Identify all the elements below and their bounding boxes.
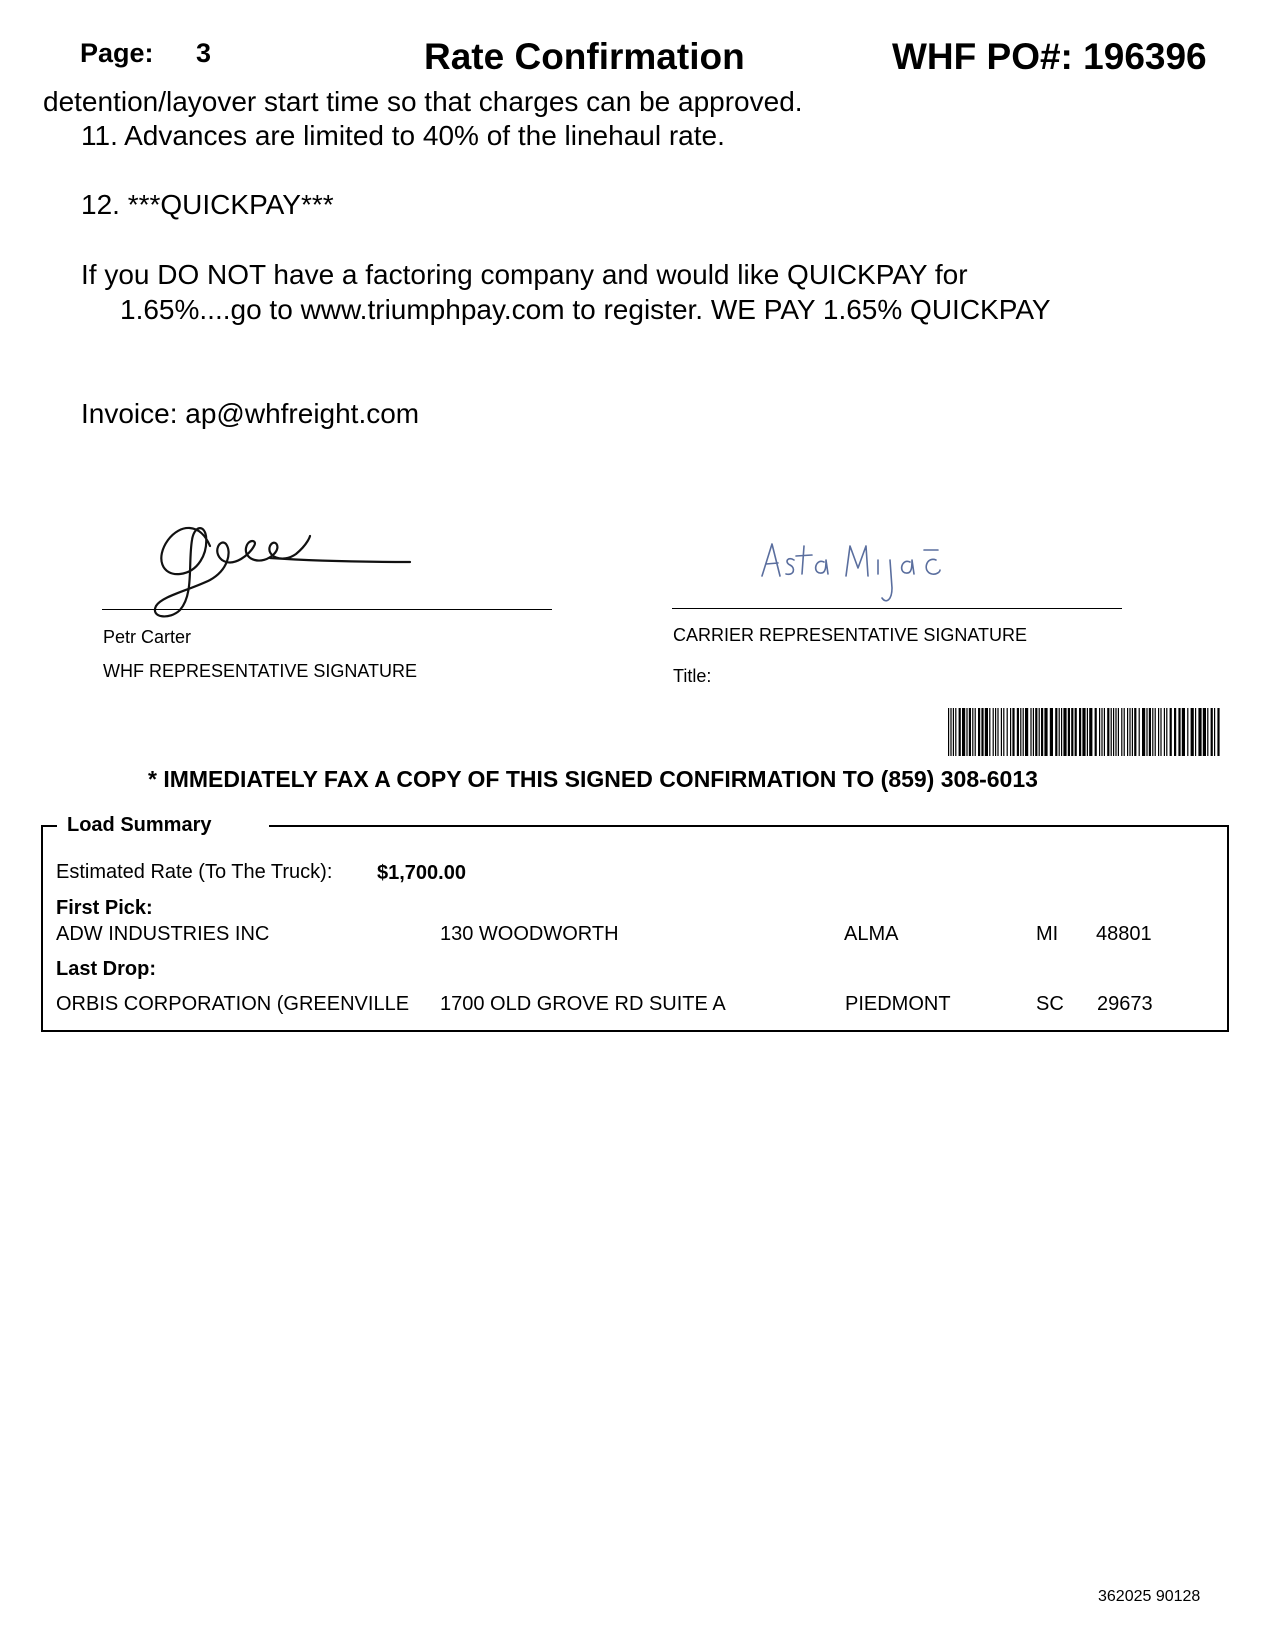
last-drop-label: Last Drop:: [56, 958, 156, 980]
load-summary-heading: Load Summary: [57, 814, 269, 836]
last-drop-name: ORBIS CORPORATION (GREENVILLE: [56, 993, 410, 1015]
first-pick-address: 130 WOODWORTH: [440, 923, 619, 945]
footer-code: 362025 90128: [1098, 1588, 1201, 1605]
first-pick-zip: 48801: [1096, 923, 1152, 945]
invoice-email: Invoice: ap@whfreight.com: [81, 398, 420, 429]
whf-representative-name: Petr Carter: [103, 627, 192, 647]
first-pick-name: ADW INDUSTRIES INC: [56, 923, 270, 945]
barcode-icon: [948, 708, 1220, 756]
whf-signature-line: [102, 609, 552, 610]
page-number: 3: [196, 38, 212, 68]
carrier-title-label: Title:: [673, 666, 712, 686]
estimated-rate-value: $1,700.00: [377, 862, 466, 884]
carrier-signature-icon: [758, 538, 958, 610]
carrier-signature-line: [672, 608, 1122, 609]
whf-signature-label: WHF REPRESENTATIVE SIGNATURE: [103, 661, 418, 681]
last-drop-state: SC: [1036, 993, 1064, 1015]
po-number: WHF PO#: 196396: [892, 36, 1207, 77]
fax-notice: * IMMEDIATELY FAX A COPY OF THIS SIGNED CONFIRMATION TO (859) 308-6013: [148, 766, 1038, 792]
terms-continuation: detention/layover start time so that charges can be approved.: [43, 86, 803, 117]
first-pick-label: First Pick:: [56, 897, 153, 919]
terms-item-12: 12. ***QUICKPAY***: [81, 189, 334, 220]
whf-signature-icon: [150, 514, 440, 624]
carrier-signature-label: CARRIER REPRESENTATIVE SIGNATURE: [673, 625, 1028, 645]
quickpay-line-2: 1.65%....go to www.triumphpay.com to register. WE PAY 1.65% QUICKPAY: [120, 294, 1051, 325]
estimated-rate-label: Estimated Rate (To The Truck):: [56, 861, 333, 883]
first-pick-city: ALMA: [844, 923, 899, 945]
last-drop-zip: 29673: [1097, 993, 1153, 1015]
quickpay-line-1: If you DO NOT have a factoring company and would like QUICKPAY for: [81, 259, 968, 290]
document-title: Rate Confirmation: [424, 36, 745, 77]
last-drop-city: PIEDMONT: [845, 993, 951, 1015]
load-summary-box: [41, 814, 1229, 1032]
terms-item-11: 11. Advances are limited to 40% of the linehaul rate.: [81, 120, 725, 151]
first-pick-state: MI: [1036, 923, 1059, 945]
page-label: Page:: [80, 38, 154, 68]
last-drop-address: 1700 OLD GROVE RD SUITE A: [440, 993, 726, 1015]
